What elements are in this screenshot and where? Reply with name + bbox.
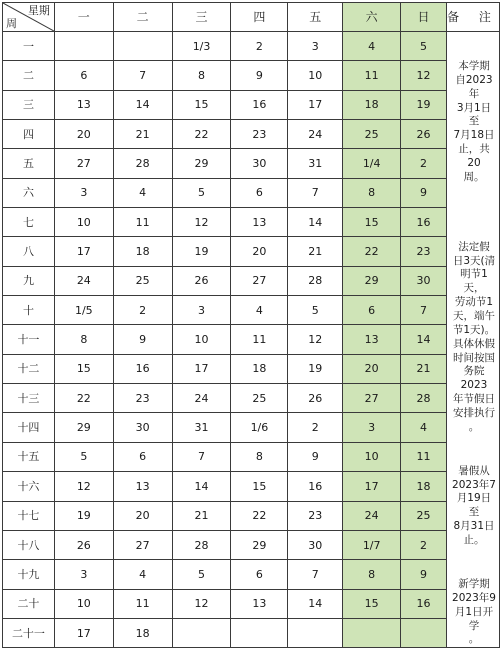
date-cell: 9 bbox=[231, 61, 288, 90]
weekend-date-cell: 24 bbox=[343, 501, 401, 530]
notes-cell bbox=[447, 32, 500, 648]
week-label: 六 bbox=[3, 178, 55, 207]
date-cell bbox=[231, 618, 288, 647]
note-semester-period: 本学期 自2023年 3月1日至 7月18日 止，共20 周。 bbox=[453, 60, 495, 183]
date-cell: 26 bbox=[54, 530, 113, 559]
date-cell: 3 bbox=[288, 32, 343, 61]
corner-weekday-label: 星期 bbox=[27, 4, 50, 17]
date-cell: 21 bbox=[113, 120, 172, 149]
date-cell: 12 bbox=[172, 589, 231, 618]
date-cell: 8 bbox=[172, 61, 231, 90]
week-row bbox=[3, 325, 500, 354]
calendar-table bbox=[2, 2, 500, 648]
date-cell: 14 bbox=[113, 90, 172, 119]
date-cell: 22 bbox=[231, 501, 288, 530]
weekend-date-cell: 4 bbox=[343, 32, 401, 61]
date-cell: 29 bbox=[231, 530, 288, 559]
day-header-sat: 六 bbox=[343, 3, 401, 32]
date-cell: 10 bbox=[172, 325, 231, 354]
date-cell bbox=[113, 32, 172, 61]
date-cell: 13 bbox=[113, 472, 172, 501]
date-cell: 28 bbox=[288, 266, 343, 295]
date-cell: 8 bbox=[231, 442, 288, 471]
week-label: 八 bbox=[3, 237, 55, 266]
week-row bbox=[3, 32, 500, 61]
date-cell: 21 bbox=[172, 501, 231, 530]
date-cell: 17 bbox=[54, 237, 113, 266]
date-cell: 14 bbox=[172, 472, 231, 501]
date-cell: 1/5 bbox=[54, 296, 113, 325]
week-row bbox=[3, 296, 500, 325]
date-cell: 28 bbox=[172, 530, 231, 559]
date-cell: 23 bbox=[113, 384, 172, 413]
week-label: 十四 bbox=[3, 413, 55, 442]
date-cell: 3 bbox=[172, 296, 231, 325]
date-cell: 9 bbox=[288, 442, 343, 471]
date-cell: 1/3 bbox=[172, 32, 231, 61]
date-cell: 3 bbox=[54, 178, 113, 207]
date-cell: 9 bbox=[113, 325, 172, 354]
corner-week-label: 周 bbox=[6, 17, 17, 30]
date-cell: 17 bbox=[288, 90, 343, 119]
weekend-date-cell: 1/7 bbox=[343, 530, 401, 559]
week-row bbox=[3, 149, 500, 178]
date-cell: 26 bbox=[172, 266, 231, 295]
weekend-date-cell: 20 bbox=[343, 354, 401, 383]
week-row bbox=[3, 178, 500, 207]
date-cell: 6 bbox=[54, 61, 113, 90]
weekend-date-cell: 11 bbox=[401, 442, 447, 471]
week-row bbox=[3, 618, 500, 647]
date-cell: 24 bbox=[288, 120, 343, 149]
date-cell: 19 bbox=[54, 501, 113, 530]
weekend-date-cell: 4 bbox=[401, 413, 447, 442]
weekend-date-cell: 28 bbox=[401, 384, 447, 413]
weekend-date-cell: 17 bbox=[343, 472, 401, 501]
week-label: 九 bbox=[3, 266, 55, 295]
header-row bbox=[3, 3, 500, 32]
week-row bbox=[3, 208, 500, 237]
date-cell: 29 bbox=[172, 149, 231, 178]
date-cell: 16 bbox=[288, 472, 343, 501]
weekend-date-cell: 22 bbox=[343, 237, 401, 266]
date-cell: 7 bbox=[113, 61, 172, 90]
week-label: 十七 bbox=[3, 501, 55, 530]
weekend-date-cell: 25 bbox=[401, 501, 447, 530]
date-cell: 27 bbox=[54, 149, 113, 178]
date-cell: 29 bbox=[54, 413, 113, 442]
note-new-semester: 新学期 2023年9 月1日开学 。 bbox=[452, 577, 496, 646]
calendar-body bbox=[3, 32, 500, 648]
date-cell: 25 bbox=[231, 384, 288, 413]
date-cell: 24 bbox=[54, 266, 113, 295]
date-cell: 30 bbox=[288, 530, 343, 559]
date-cell: 18 bbox=[113, 237, 172, 266]
corner-header-cell bbox=[3, 3, 55, 32]
date-cell: 21 bbox=[288, 237, 343, 266]
date-cell: 3 bbox=[54, 560, 113, 589]
date-cell: 12 bbox=[172, 208, 231, 237]
weekend-date-cell: 3 bbox=[343, 413, 401, 442]
week-row bbox=[3, 237, 500, 266]
weekend-date-cell: 9 bbox=[401, 560, 447, 589]
notes-header: 备 注 bbox=[447, 3, 500, 32]
week-row bbox=[3, 266, 500, 295]
day-header-wed: 三 bbox=[172, 3, 231, 32]
weekend-date-cell: 15 bbox=[343, 208, 401, 237]
note-public-holidays: 法定假 日3天(清 明节1天， 劳动节1 天，端午 节1天)。 具体休假 时间按国 务院2023 年节假日 安排执行 。 bbox=[452, 240, 496, 433]
week-row bbox=[3, 61, 500, 90]
date-cell: 10 bbox=[288, 61, 343, 90]
date-cell: 4 bbox=[113, 560, 172, 589]
weekend-date-cell: 8 bbox=[343, 178, 401, 207]
date-cell: 18 bbox=[113, 618, 172, 647]
date-cell: 25 bbox=[113, 266, 172, 295]
date-cell: 13 bbox=[231, 589, 288, 618]
week-label: 二 bbox=[3, 61, 55, 90]
day-header-fri: 五 bbox=[288, 3, 343, 32]
weekend-date-cell: 29 bbox=[343, 266, 401, 295]
weekend-date-cell: 6 bbox=[343, 296, 401, 325]
date-cell: 10 bbox=[54, 589, 113, 618]
week-label: 十三 bbox=[3, 384, 55, 413]
weekend-date-cell: 25 bbox=[343, 120, 401, 149]
day-header-sun: 日 bbox=[401, 3, 447, 32]
date-cell: 19 bbox=[172, 237, 231, 266]
date-cell: 15 bbox=[231, 472, 288, 501]
weekend-date-cell bbox=[401, 618, 447, 647]
week-label: 一 bbox=[3, 32, 55, 61]
week-row bbox=[3, 560, 500, 589]
date-cell: 7 bbox=[288, 178, 343, 207]
date-cell: 15 bbox=[172, 90, 231, 119]
week-label: 十五 bbox=[3, 442, 55, 471]
date-cell: 5 bbox=[172, 560, 231, 589]
weekend-date-cell: 11 bbox=[343, 61, 401, 90]
date-cell: 20 bbox=[113, 501, 172, 530]
date-cell: 6 bbox=[113, 442, 172, 471]
date-cell: 6 bbox=[231, 178, 288, 207]
date-cell: 14 bbox=[288, 589, 343, 618]
date-cell: 12 bbox=[54, 472, 113, 501]
weekend-date-cell: 16 bbox=[401, 208, 447, 237]
weekend-date-cell: 27 bbox=[343, 384, 401, 413]
weekend-date-cell: 13 bbox=[343, 325, 401, 354]
weekend-date-cell: 21 bbox=[401, 354, 447, 383]
weekend-date-cell: 5 bbox=[401, 32, 447, 61]
date-cell: 22 bbox=[54, 384, 113, 413]
week-label: 十一 bbox=[3, 325, 55, 354]
weekend-date-cell: 7 bbox=[401, 296, 447, 325]
date-cell: 20 bbox=[54, 120, 113, 149]
week-row bbox=[3, 354, 500, 383]
date-cell: 6 bbox=[231, 560, 288, 589]
date-cell: 22 bbox=[172, 120, 231, 149]
week-row bbox=[3, 530, 500, 559]
date-cell bbox=[54, 32, 113, 61]
weekend-date-cell: 26 bbox=[401, 120, 447, 149]
week-label: 十二 bbox=[3, 354, 55, 383]
date-cell: 28 bbox=[113, 149, 172, 178]
weekend-date-cell: 30 bbox=[401, 266, 447, 295]
date-cell: 27 bbox=[231, 266, 288, 295]
week-label: 十八 bbox=[3, 530, 55, 559]
date-cell: 11 bbox=[113, 208, 172, 237]
date-cell: 24 bbox=[172, 384, 231, 413]
weekend-date-cell: 16 bbox=[401, 589, 447, 618]
date-cell: 1/6 bbox=[231, 413, 288, 442]
date-cell: 14 bbox=[288, 208, 343, 237]
date-cell: 2 bbox=[231, 32, 288, 61]
week-label: 四 bbox=[3, 120, 55, 149]
week-row bbox=[3, 413, 500, 442]
weekend-date-cell: 15 bbox=[343, 589, 401, 618]
date-cell: 10 bbox=[54, 208, 113, 237]
date-cell: 7 bbox=[288, 560, 343, 589]
date-cell: 19 bbox=[288, 354, 343, 383]
week-row bbox=[3, 120, 500, 149]
date-cell: 31 bbox=[288, 149, 343, 178]
date-cell: 5 bbox=[288, 296, 343, 325]
date-cell: 7 bbox=[172, 442, 231, 471]
week-row bbox=[3, 589, 500, 618]
date-cell: 17 bbox=[54, 618, 113, 647]
weekend-date-cell: 2 bbox=[401, 530, 447, 559]
date-cell: 27 bbox=[113, 530, 172, 559]
date-cell: 31 bbox=[172, 413, 231, 442]
weekend-date-cell: 18 bbox=[343, 90, 401, 119]
date-cell: 5 bbox=[172, 178, 231, 207]
week-row bbox=[3, 90, 500, 119]
week-label: 五 bbox=[3, 149, 55, 178]
weekend-date-cell: 14 bbox=[401, 325, 447, 354]
date-cell: 16 bbox=[231, 90, 288, 119]
date-cell: 13 bbox=[231, 208, 288, 237]
day-header-mon: 一 bbox=[54, 3, 113, 32]
week-label: 七 bbox=[3, 208, 55, 237]
week-row bbox=[3, 442, 500, 471]
weekend-date-cell: 12 bbox=[401, 61, 447, 90]
date-cell: 16 bbox=[113, 354, 172, 383]
date-cell: 23 bbox=[231, 120, 288, 149]
week-label: 十六 bbox=[3, 472, 55, 501]
day-header-tue: 二 bbox=[113, 3, 172, 32]
date-cell: 26 bbox=[288, 384, 343, 413]
date-cell: 8 bbox=[54, 325, 113, 354]
week-label: 十九 bbox=[3, 560, 55, 589]
week-label: 二十 bbox=[3, 589, 55, 618]
weekend-date-cell: 2 bbox=[401, 149, 447, 178]
date-cell: 11 bbox=[231, 325, 288, 354]
date-cell: 5 bbox=[54, 442, 113, 471]
week-label: 二十一 bbox=[3, 618, 55, 647]
week-row bbox=[3, 384, 500, 413]
week-label: 十 bbox=[3, 296, 55, 325]
date-cell: 30 bbox=[113, 413, 172, 442]
weekend-date-cell: 10 bbox=[343, 442, 401, 471]
date-cell: 20 bbox=[231, 237, 288, 266]
date-cell: 4 bbox=[113, 178, 172, 207]
weekend-date-cell: 8 bbox=[343, 560, 401, 589]
week-row bbox=[3, 501, 500, 530]
weekend-date-cell bbox=[343, 618, 401, 647]
day-header-thu: 四 bbox=[231, 3, 288, 32]
weekend-date-cell: 1/4 bbox=[343, 149, 401, 178]
date-cell: 2 bbox=[113, 296, 172, 325]
date-cell bbox=[288, 618, 343, 647]
weekend-date-cell: 18 bbox=[401, 472, 447, 501]
weekend-date-cell: 19 bbox=[401, 90, 447, 119]
date-cell: 18 bbox=[231, 354, 288, 383]
weekend-date-cell: 23 bbox=[401, 237, 447, 266]
note-summer-vacation: 暑假从 2023年7 月19日至 8月31日 止。 bbox=[452, 464, 496, 547]
date-cell: 2 bbox=[288, 413, 343, 442]
date-cell: 15 bbox=[54, 354, 113, 383]
date-cell: 30 bbox=[231, 149, 288, 178]
week-row bbox=[3, 472, 500, 501]
week-label: 三 bbox=[3, 90, 55, 119]
date-cell: 23 bbox=[288, 501, 343, 530]
weekend-date-cell: 9 bbox=[401, 178, 447, 207]
date-cell: 17 bbox=[172, 354, 231, 383]
date-cell: 4 bbox=[231, 296, 288, 325]
date-cell bbox=[172, 618, 231, 647]
date-cell: 13 bbox=[54, 90, 113, 119]
date-cell: 12 bbox=[288, 325, 343, 354]
date-cell: 11 bbox=[113, 589, 172, 618]
